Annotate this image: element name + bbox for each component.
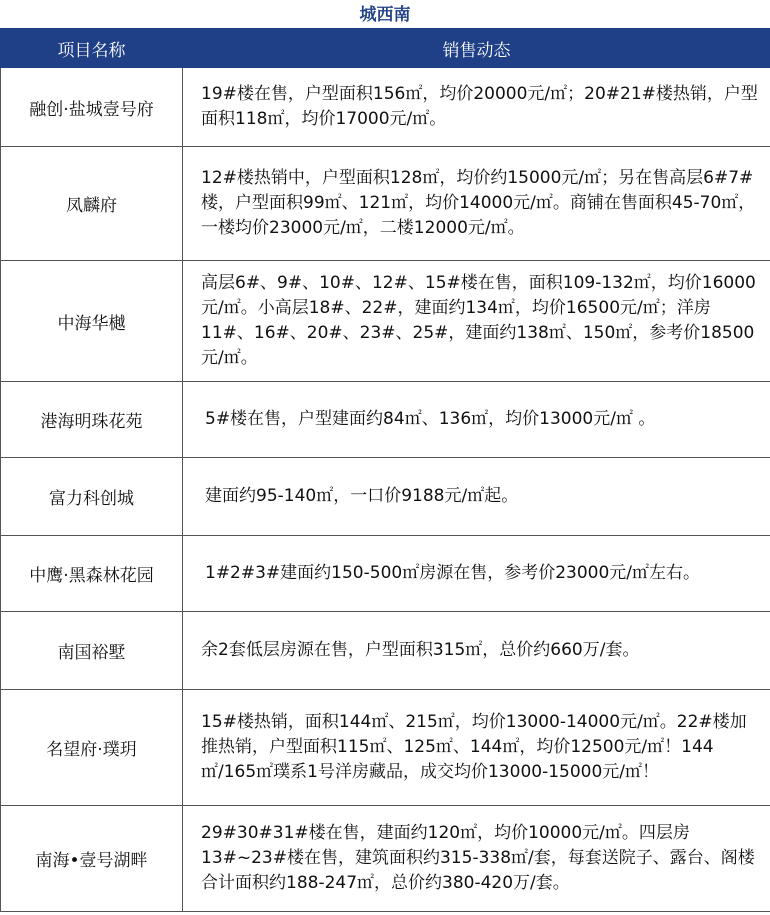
sales-status-cell: 29#30#31#楼在售，建面约120㎡，均价10000元/㎡。四层房13#~23#楼在售，建筑面积约315-338㎡/套，每套送院子、露台、阁楼合计面积约188-247㎡，总价约380-420万/套。: [183, 806, 770, 912]
header-project-name: 项目名称: [1, 29, 183, 68]
sales-status-cell: 12#楼热销中，户型面积128㎡，均价约15000元/㎡；另在售高层6#7#楼，户型面积99㎡、121㎡，均价14000元/㎡。商铺在售面积45-70㎡，一楼均价23000元/㎡，二楼12000元/㎡。: [183, 147, 770, 261]
sales-status-cell: 余2套低层房源在售，户型面积315㎡，总价约660万/套。: [183, 612, 770, 690]
project-name-cell: 港海明珠花苑: [1, 382, 183, 458]
sales-status-cell: 高层6#、9#、10#、12#、15#楼在售，面积109-132㎡，均价16000元/㎡。小高层18#、22#，建面约134㎡，均价16500元/㎡；洋房11#、16#、20#、23#、25#，建面约138㎡、150㎡，参考价18500元/㎡。: [183, 261, 770, 382]
sales-table: [0, 28, 770, 912]
project-name-cell: 中海华樾: [1, 261, 183, 382]
sales-status-cell: 19#楼在售，户型面积156㎡，均价20000元/㎡；20#21#楼热销，户型面积118㎡，均价17000元/㎡。: [183, 68, 770, 147]
header-row: [1, 29, 770, 68]
project-name-cell: 中鹰·黑森林花园: [1, 536, 183, 612]
table-row: [1, 147, 770, 261]
table-row: [1, 612, 770, 690]
project-name-cell: 凤麟府: [1, 147, 183, 261]
project-name-cell: 富力科创城: [1, 458, 183, 536]
table-row: [1, 261, 770, 382]
table-row: [1, 690, 770, 806]
header-sales-status: 销售动态: [183, 29, 770, 68]
table-row: [1, 382, 770, 458]
sales-status-cell: 15#楼热销，面积144㎡、215㎡，均价13000-14000元/㎡。22#楼加推热销，户型面积115㎡、125㎡、144㎡，均价12500元/㎡！144㎡/165㎡璞系1号洋房藏品，成交均价13000-15000元/㎡！: [183, 690, 770, 806]
sales-status-cell: 5#楼在售，户型建面约84㎡、136㎡，均价13000元/㎡ 。: [183, 382, 770, 458]
table-row: [1, 458, 770, 536]
table-row: [1, 536, 770, 612]
table-title: 城西南: [0, 0, 770, 28]
sales-status-cell: 1#2#3#建面约150-500㎡房源在售，参考价23000元/㎡左右。: [183, 536, 770, 612]
project-name-cell: 南国裕墅: [1, 612, 183, 690]
project-name-cell: 融创·盐城壹号府: [1, 68, 183, 147]
project-name-cell: 名望府·璞玥: [1, 690, 183, 806]
sales-status-cell: 建面约95-140㎡，一口价9188元/㎡起。: [183, 458, 770, 536]
table-row: [1, 68, 770, 147]
table-row: [1, 806, 770, 912]
project-name-cell: 南海•壹号湖畔: [1, 806, 183, 912]
